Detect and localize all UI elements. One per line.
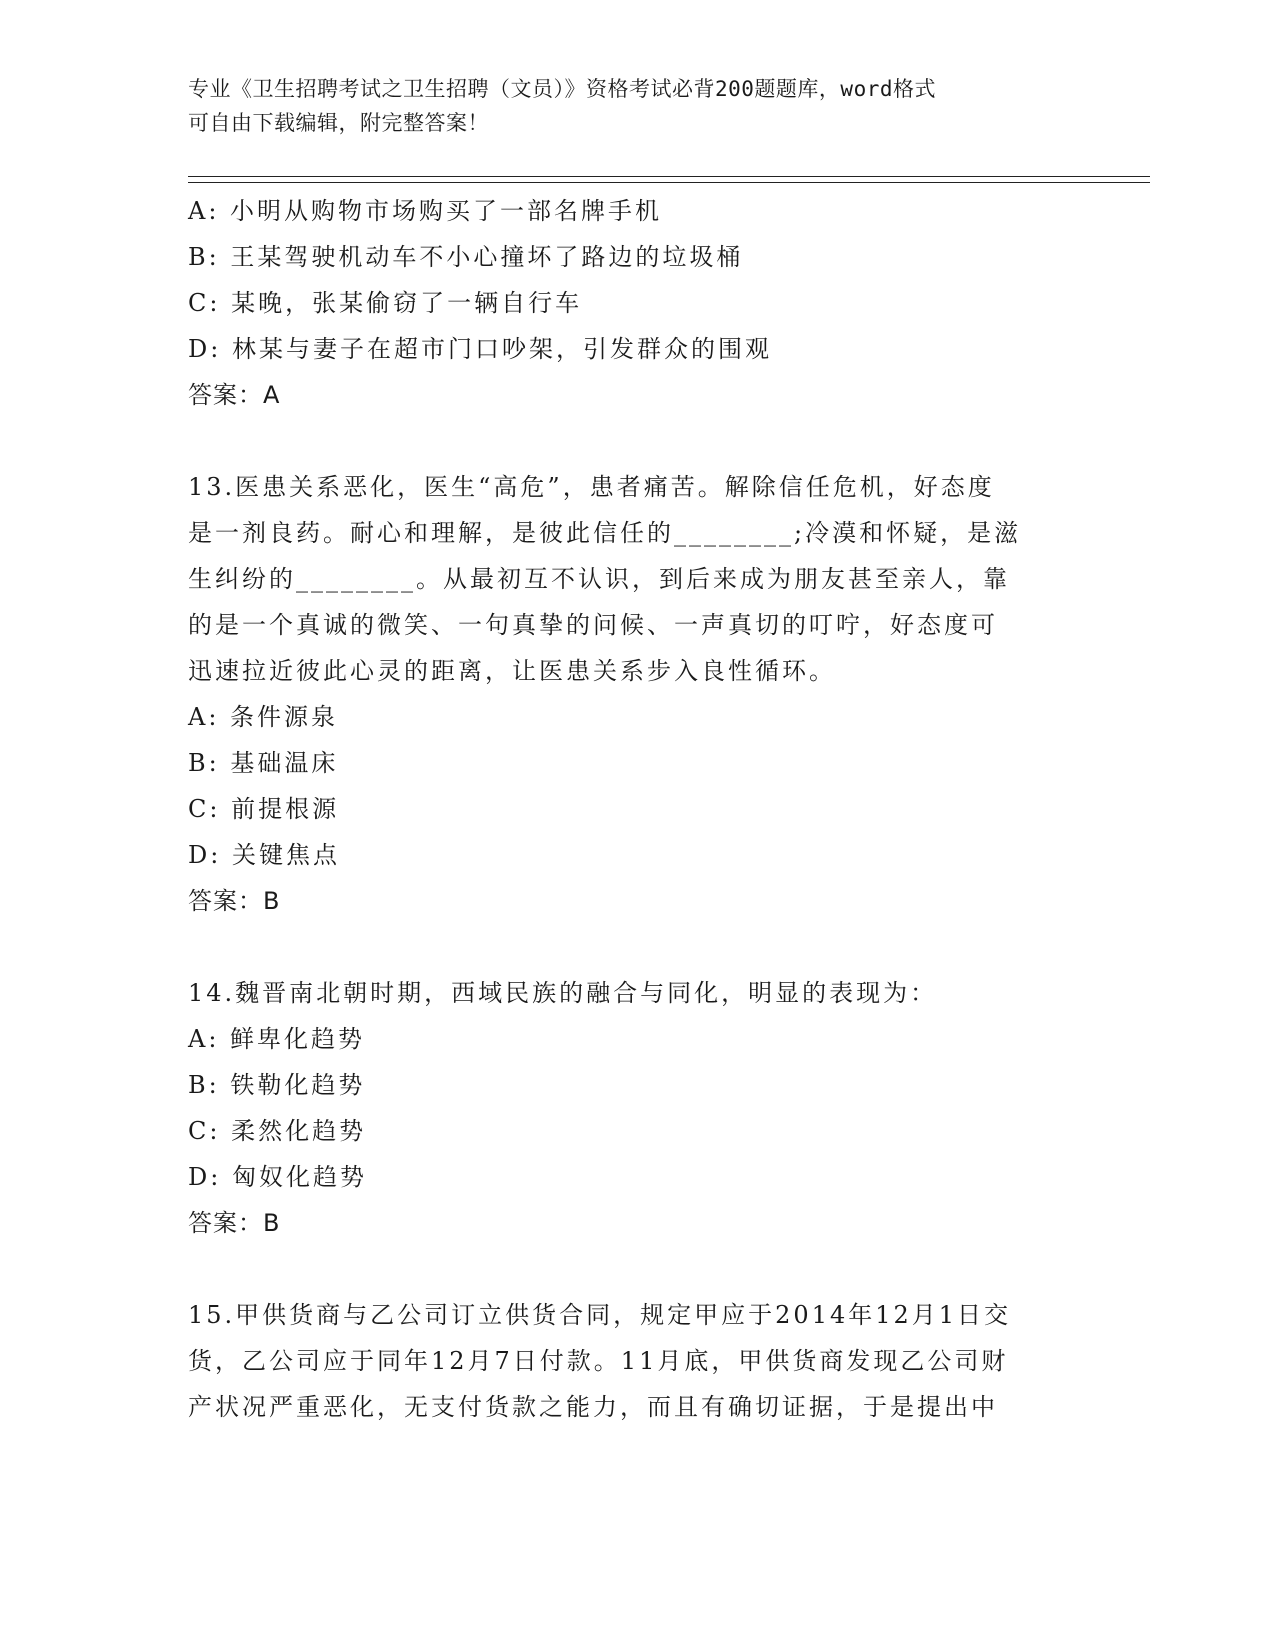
question-stem-line: 产状况严重恶化，无支付货款之能力，而且有确切证据，于是提出中 bbox=[188, 1393, 998, 1421]
question-stem-line: 13.医患关系恶化，医生“高危”，患者痛苦。解除信任危机，好态度 bbox=[188, 473, 995, 501]
option-d: D: 关键焦点 bbox=[188, 841, 340, 869]
option-c: C: 某晚，张某偷窃了一辆自行车 bbox=[188, 289, 583, 317]
header-title-line-2: 可自由下载编辑，附完整答案！ bbox=[188, 111, 489, 135]
question-14 bbox=[188, 970, 1088, 1246]
question-stem-line: 生纠纷的________。从最初互不认识，到后来成为朋友甚至亲人，靠 bbox=[188, 565, 1010, 593]
spacer bbox=[188, 418, 1088, 464]
option-a: A: 鲜卑化趋势 bbox=[188, 1025, 366, 1053]
option-a: A: 小明从购物市场购买了一部名牌手机 bbox=[188, 197, 663, 225]
question-stem-line: 15.甲供货商与乙公司订立供货合同，规定甲应于2014年12月1日交 bbox=[188, 1301, 1012, 1329]
option-b: B: 铁勒化趋势 bbox=[188, 1071, 366, 1099]
option-b: B: 王某驾驶机动车不小心撞坏了路边的垃圾桶 bbox=[188, 243, 744, 271]
question-stem-line: 货，乙公司应于同年12月7日付款。11月底，甲供货商发现乙公司财 bbox=[188, 1347, 1009, 1375]
answer: 答案：B bbox=[188, 887, 281, 915]
option-d: D: 林某与妻子在超市门口吵架，引发群众的围观 bbox=[188, 335, 772, 363]
option-a: A: 条件源泉 bbox=[188, 703, 339, 731]
answer: 答案：B bbox=[188, 1209, 281, 1237]
question-13 bbox=[188, 464, 1088, 924]
option-c: C: 柔然化趋势 bbox=[188, 1117, 367, 1145]
option-b: B: 基础温床 bbox=[188, 749, 339, 777]
question-15 bbox=[188, 1292, 1088, 1430]
answer: 答案：A bbox=[188, 381, 281, 409]
question-stem-line: 的是一个真诚的微笑、一句真挚的问候、一声真切的叮咛，好态度可 bbox=[188, 611, 998, 639]
header-divider-top bbox=[188, 176, 1150, 177]
question-stem-line: 是一剂良药。耐心和理解，是彼此信任的________;冷漠和怀疑，是滋 bbox=[188, 519, 1022, 547]
spacer bbox=[188, 924, 1088, 970]
document-header bbox=[188, 72, 1068, 140]
question-stem-line: 迅速拉近彼此心灵的距离，让医患关系步入良性循环。 bbox=[188, 657, 836, 685]
option-d: D: 匈奴化趋势 bbox=[188, 1163, 367, 1191]
spacer bbox=[188, 1246, 1088, 1292]
question-12 bbox=[188, 188, 1088, 418]
document-body bbox=[188, 188, 1088, 1430]
option-c: C: 前提根源 bbox=[188, 795, 340, 823]
question-stem-line: 14.魏晋南北朝时期，西域民族的融合与同化，明显的表现为： bbox=[188, 979, 938, 1007]
header-title-line-1: 专业《卫生招聘考试之卫生招聘（文员）》资格考试必背200题题库，word格式 bbox=[188, 77, 936, 101]
header-divider-bottom bbox=[188, 182, 1150, 183]
